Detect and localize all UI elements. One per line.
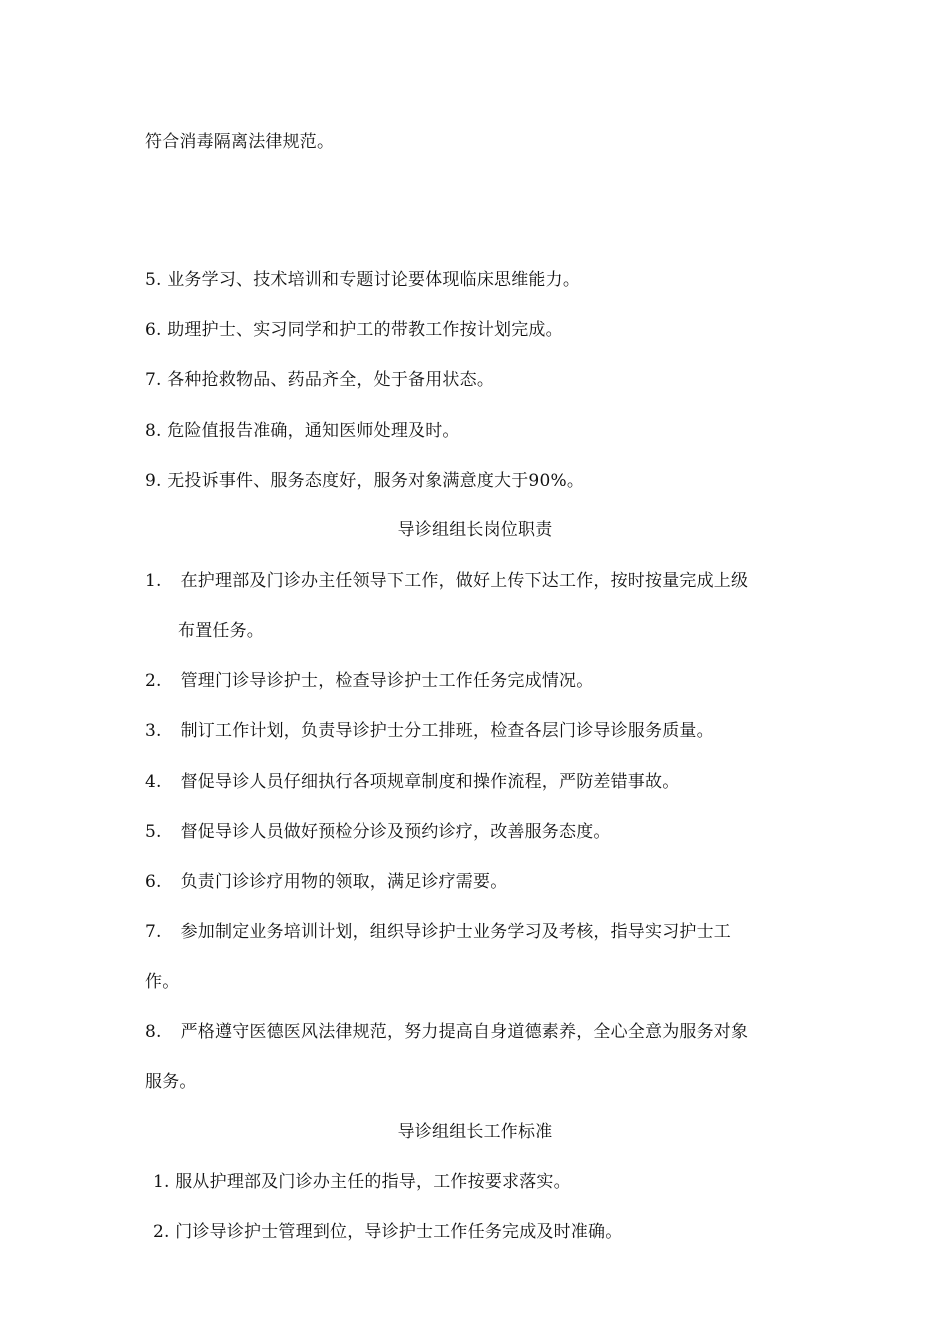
item-text: 严格遵守医德医风法律规范，努力提高自身道德素养，全心全意为服务对象 [180,1022,749,1042]
item-number: 3. [145,721,162,741]
item-continuation: 服务。 [145,1072,197,1092]
item-number: 2. [153,1222,170,1242]
item-text: 督促导诊人员仔细执行各项规章制度和操作流程，严防差错事故。 [180,772,680,792]
item-number: 5. [145,270,162,290]
list-item [145,1021,748,1043]
list-item [145,821,611,843]
list-item [145,720,714,742]
item-continuation: 作。 [145,972,180,992]
item-number: 6. [145,872,162,892]
item-text: 在护理部及门诊办主任领导下工作，做好上传下达工作，按时按量完成上级 [180,571,749,591]
item-text: 业务学习、技术培训和专题讨论要体现临床思维能力。 [167,270,581,290]
item-text: 负责门诊诊疗用物的领取，满足诊疗需要。 [180,872,508,892]
list-item [145,771,679,793]
item-text: 无投诉事件、服务态度好，服务对象满意度大于90%。 [167,471,585,491]
list-item [145,871,507,893]
list-item [145,921,731,943]
item-number: 9. [145,471,162,491]
item-text: 各种抢救物品、药品齐全，处于备用状态。 [167,370,495,390]
item-number: 8. [145,421,162,441]
item-number: 8. [145,1022,162,1042]
item-text: 服从护理部及门诊办主任的指导，工作按要求落实。 [175,1172,571,1192]
list-item [145,319,563,341]
list-item [153,1221,622,1243]
item-text: 制订工作计划，负责导诊护士分工排班，检查各层门诊导诊服务质量。 [180,721,714,741]
item-number: 1. [145,571,162,591]
item-number: 7. [145,370,162,390]
item-text: 参加制定业务培训计划，组织导诊护士业务学习及考核，指导实习护士工 [180,922,732,942]
item-text: 管理门诊导诊护士，检查导诊护士工作任务完成情况。 [180,671,594,691]
list-item [145,470,584,492]
list-item [145,570,748,592]
list-item [145,670,593,692]
list-item [145,369,494,391]
item-number: 1. [153,1172,170,1192]
item-continuation: 布置任务。 [178,621,264,641]
item-number: 5. [145,822,162,842]
item-text: 危险值报告准确，通知医师处理及时。 [167,421,460,441]
list-item [145,269,580,291]
list-item [145,420,460,442]
intro-line: 符合消毒隔离法律规范。 [145,132,335,152]
item-number: 7. [145,922,162,942]
item-number: 6. [145,320,162,340]
section-title: 导诊组组长岗位职责 [397,520,553,540]
item-text: 督促导诊人员做好预检分诊及预约诊疗，改善服务态度。 [180,822,611,842]
item-number: 2. [145,671,162,691]
item-number: 4. [145,772,162,792]
section-title: 导诊组组长工作标准 [397,1122,553,1142]
item-text: 门诊导诊护士管理到位，导诊护士工作任务完成及时准确。 [175,1222,623,1242]
list-item [153,1171,571,1193]
item-text: 助理护士、实习同学和护工的带教工作按计划完成。 [167,320,563,340]
